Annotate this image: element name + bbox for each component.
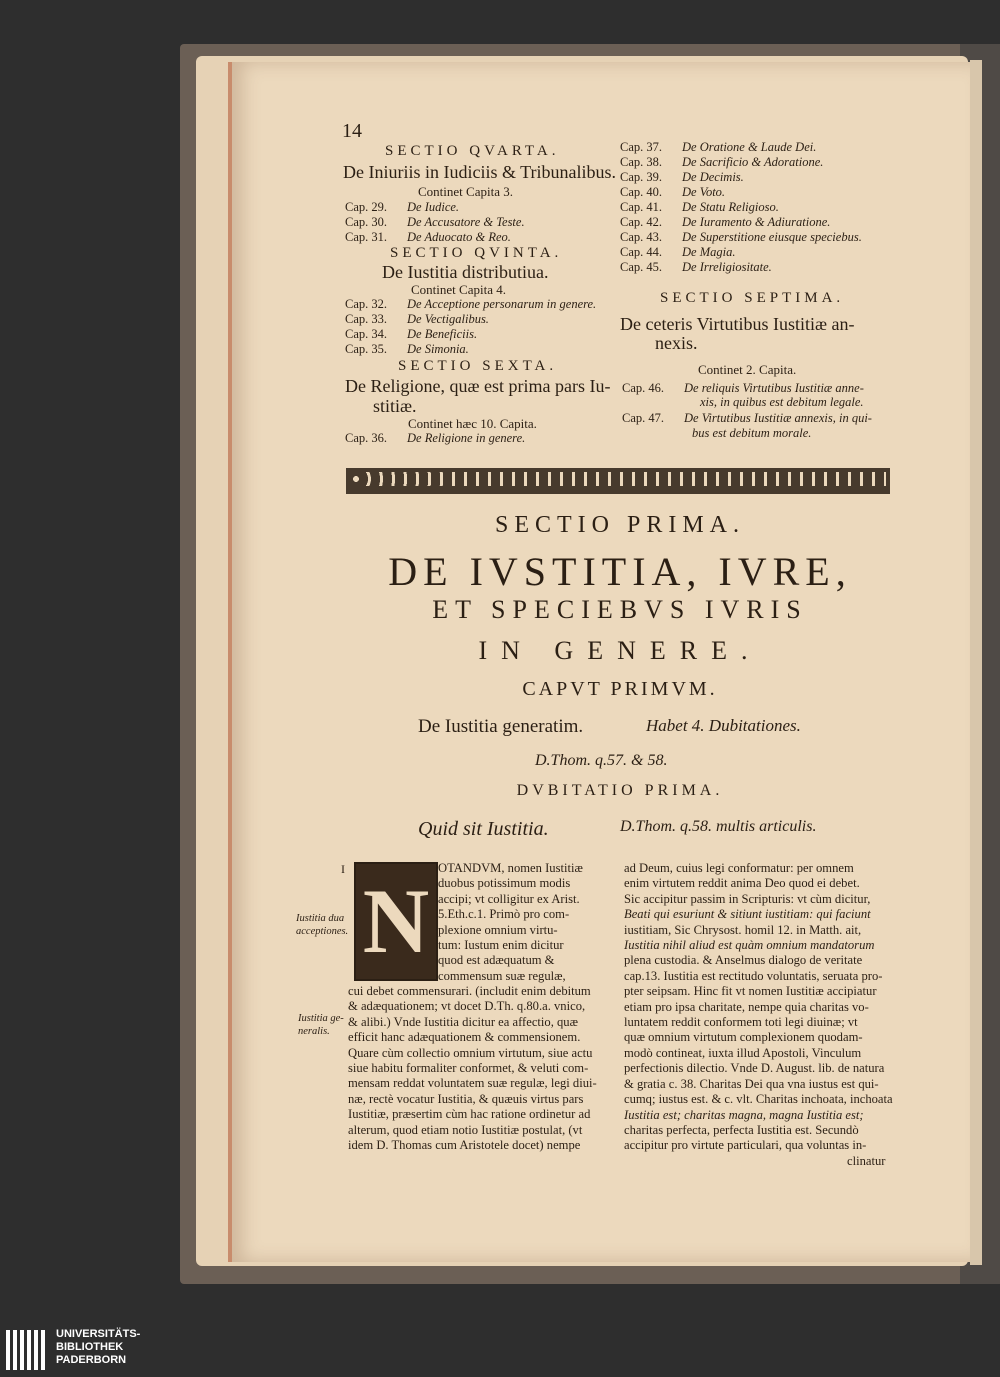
toc-entry: Cap. 38. De Sacrificio & Adoratione. bbox=[620, 155, 824, 169]
right-column: ad Deum, cuius legi conformatur: per omnem enim virtutem reddit anima Deo quod ei debet. Sic accipitur passim in Scripturis: vt cùm dicitur, Beati qui esuriunt & sitiunt iustitiam: qui faciunt iustitiam, Sic Chrysost. homil 12. in Matth. ait, Iustitia nihil aliud est quàm omnium mandatorum plena custodia. & Anselmus dialogo de veritate cap.13. Iustitia est rectitudo voluntatis, seruata pro- pter seipsam. Hinc fit vt nomen Iustitiæ accipiatur etiam pro ipsa charitate, nempe quia charitas vo- luntatem reddit conformem toti legi diuinæ; vt quæ omnium virtutum complexionem quodam- modò contineat, iuxta illud Apostoli, Vinculum perfectionis dilectio. Vnde D. August. lib. de natura & gratia c. 38. Charitas Dei qua vna iustus est qui- cumq; iustus est. & c. vlt. Charitas inchoata, inchoata Iustitia est; charitas magna, magna Iustitia est; charitas perfecta, perfecta Iustitia est. Secundò accipitur pro virtute particulari, qua voluntas in- clinatur bbox=[624, 861, 893, 1168]
sectio-sexta-heading: SECTIO SEXTA. bbox=[398, 358, 558, 374]
sectio-quinta-heading: SECTIO QVINTA. bbox=[390, 245, 563, 261]
question-title: Quid sit Iustitia. bbox=[418, 818, 549, 840]
sectio-sexta-title: De Religione, quæ est prima pars Iu- bbox=[345, 376, 611, 396]
toc-entry: Cap. 47. De Virtutibus Iustitiæ annexis, in qui- bbox=[622, 411, 872, 425]
main-title-line1: DE IVSTITIA, IVRE, bbox=[388, 549, 852, 594]
toc-entry: Cap. 35. De Simonia. bbox=[345, 342, 469, 356]
sectio-sexta-contains: Continet hæc 10. Capita. bbox=[408, 416, 537, 431]
decorated-initial: N bbox=[354, 862, 438, 981]
left-column-bottom: cui debet commensurari. (includit enim debitum & adæquationem; vt docet D.Th. q.80.a. vnico, & alibi.) Vnde Iustitia dicitur ea affectio, quæ efficit hanc adæquationem & commensionem. Quare cùm collectio omnium virtutum, siue actu siue habitu formaliter conformet, & veluti com- mensam reddat voluntatem suæ regulæ, legi diui- næ, rectè vocatur Iustitia, & quæuis virtus pars Iustitiæ, præsertim cùm hac ratione ordinetur ad alterum, quod etiam notio Iustitiæ postulat, (vt idem D. Thomas cum Aristotele docet) nempe bbox=[348, 984, 597, 1153]
toc-entry: Cap. 32. De Acceptione personarum in genere. bbox=[345, 297, 597, 311]
sectio-septima-title: De ceteris Virtutibus Iustitiæ an- bbox=[620, 314, 855, 334]
toc-entry: Cap. 41. De Statu Religioso. bbox=[620, 200, 779, 214]
reference-thomas-2: D.Thom. q.58. multis articulis. bbox=[620, 818, 817, 835]
toc-entry: Cap. 42. De Iuramento & Adiuratione. bbox=[620, 215, 831, 229]
reference-thomas: D.Thom. q.57. & 58. bbox=[535, 752, 668, 769]
toc-entry: Cap. 37. De Oratione & Laude Dei. bbox=[620, 140, 817, 154]
toc-entry: Cap. 40. De Voto. bbox=[620, 185, 726, 199]
toc-entry: Cap. 30. De Accusatore & Teste. bbox=[345, 215, 525, 229]
sectio-quinta-contains: Continet Capita 4. bbox=[411, 282, 506, 297]
toc-entry: Cap. 36. De Religione in genere. bbox=[345, 431, 526, 445]
margin-note: Iustitia ge- neralis. bbox=[298, 1013, 344, 1037]
toc-entry: Cap. 45. De Irreligiositate. bbox=[620, 260, 772, 274]
caput-heading: CAPVT PRIMVM. bbox=[522, 678, 718, 700]
page-number: 14 bbox=[342, 120, 362, 142]
sectio-quarta-contains: Continet Capita 3. bbox=[418, 184, 513, 199]
dubitationes-count: Habet 4. Dubitationes. bbox=[646, 716, 801, 735]
toc-entry: Cap. 46. De reliquis Virtutibus Iustitiæ anne- bbox=[622, 381, 864, 395]
dubitatio-heading: DVBITATIO PRIMA. bbox=[516, 782, 724, 799]
sectio-sexta-title: stitiæ. bbox=[373, 396, 417, 416]
toc-entry: Cap. 31. De Aduocato & Reo. bbox=[345, 230, 511, 244]
sectio-septima-contains: Continet 2. Capita. bbox=[698, 362, 797, 377]
sectio-prima-heading: SECTIO PRIMA. bbox=[494, 512, 746, 538]
left-column-top: OTANDVM, nomen Iustitiæ duobus potissimum modis accipi; vt colligitur ex Arist. 5.Eth.c.1. Primò pro com- plexione omnium virtu- tum: Iustum enim dicitur quod est adæquatum & commensum suæ regulæ, bbox=[438, 861, 583, 983]
page-edge bbox=[970, 60, 982, 1265]
main-title-line3: IN GENERE. bbox=[478, 636, 762, 665]
caput-title: De Iustitia generatim. bbox=[418, 716, 584, 737]
toc-entry-cont: bus est debitum morale. bbox=[692, 426, 812, 440]
logo-line: BIBLIOTHEK bbox=[56, 1341, 124, 1353]
logo-line: UNIVERSITÄTS- bbox=[56, 1328, 141, 1340]
ornamental-border-pattern bbox=[350, 472, 886, 486]
toc-entry-cont: xis, in quibus est debitum legale. bbox=[700, 395, 864, 409]
library-logo-icon bbox=[4, 1328, 52, 1372]
toc-entry: Cap. 34. De Beneficiis. bbox=[345, 327, 478, 341]
toc-entry: Cap. 39. De Decimis. bbox=[620, 170, 744, 184]
sectio-septima-title: nexis. bbox=[655, 333, 698, 353]
toc-entry: Cap. 44. De Magia. bbox=[620, 245, 736, 259]
sectio-quarta-heading: SECTIO QVARTA. bbox=[385, 143, 560, 159]
sectio-quarta-title: De Iniuriis in Iudiciis & Tribunalibus. bbox=[343, 162, 617, 182]
margin-note: Iustitia dua acceptiones. bbox=[296, 913, 349, 937]
logo-line: PADERBORN bbox=[56, 1354, 127, 1366]
toc-entry: Cap. 43. De Superstitione eiusque speciebus. bbox=[620, 230, 862, 244]
sectio-septima-heading: SECTIO SEPTIMA. bbox=[660, 290, 845, 306]
sectio-quinta-title: De Iustitia distributiua. bbox=[382, 262, 549, 282]
paragraph-marker: I bbox=[341, 862, 345, 876]
main-title-line2: ET SPECIEBVS IVRIS bbox=[432, 595, 808, 624]
toc-entry: Cap. 33. De Vectigalibus. bbox=[345, 312, 489, 326]
toc-entry: Cap. 29. De Iudice. bbox=[345, 200, 460, 214]
